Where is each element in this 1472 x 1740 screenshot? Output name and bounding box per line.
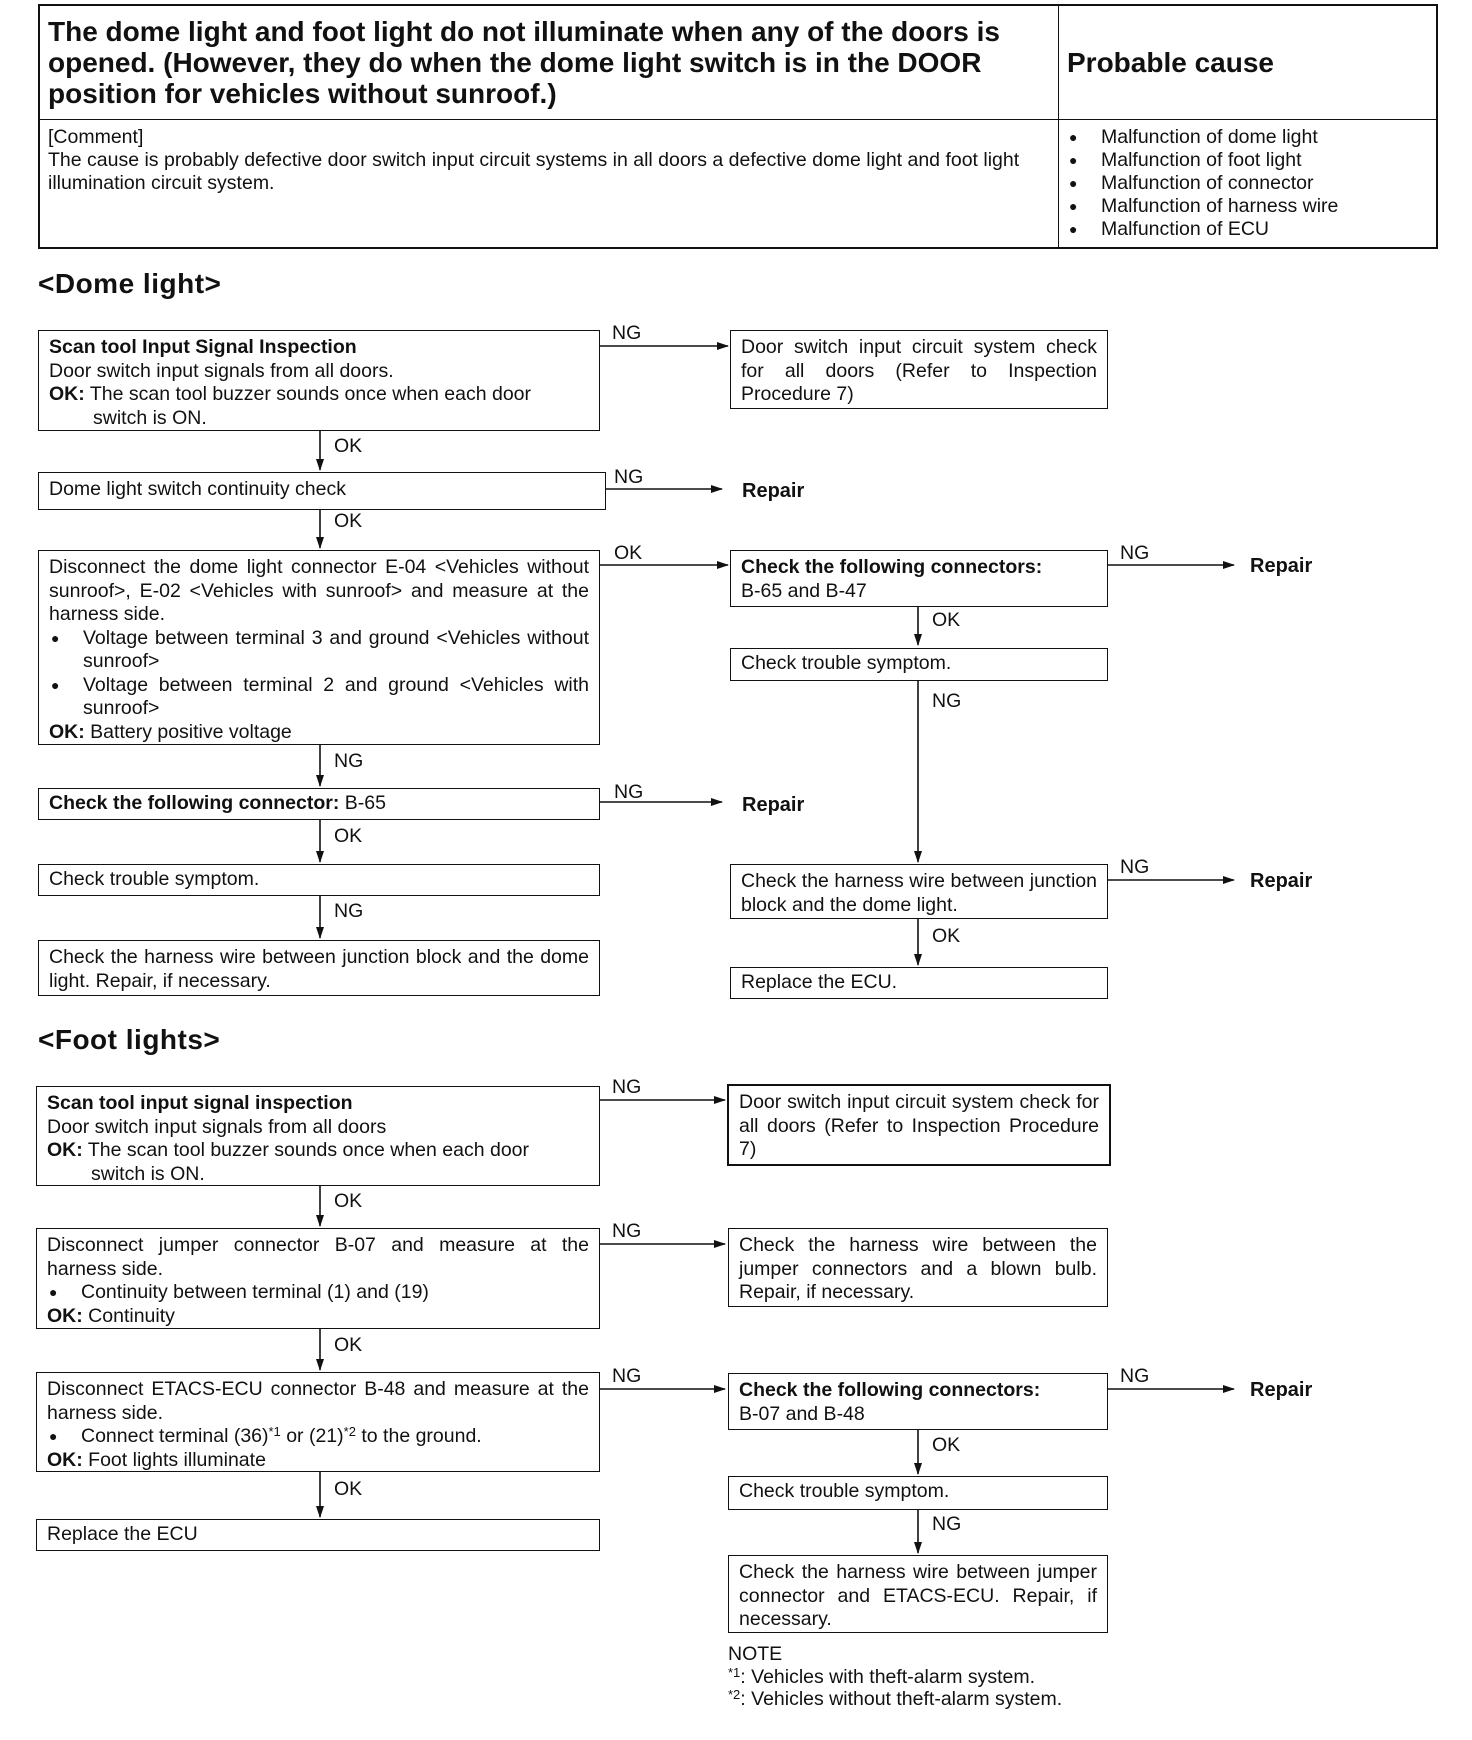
comment-label: [Comment] [48,126,144,148]
dome-scan-tool-box [38,330,600,431]
foot-jumper-text: Disconnect jumper connector B-07 and measure at the harness side. [47,1234,589,1280]
ng-label: NG [932,1513,962,1535]
dome-harness-junction-box: Check the harness wire between junction block and the dome light. Repair, if necessary. [38,940,600,996]
dome-replace-ecu-box: Replace the ECU. [730,967,1108,999]
dome-check-connectors-title: Check the following connectors: [741,556,1043,578]
ng-label: NG [612,1365,642,1387]
repair-label: Repair [742,480,805,502]
dome-check-connector-b65-box [38,788,600,820]
dome-measure-bullet-2: ● Voltage between terminal 2 and ground <Vehicles with sunroof> [49,674,589,721]
dome-check-trouble-symptom-box: Check trouble symptom. [38,864,600,896]
ok-label: OK: [47,1448,83,1471]
repair-label: Repair [1250,870,1313,892]
foot-lights-heading: <Foot lights> [38,1024,221,1055]
repair-label: Repair [742,794,805,816]
ok-label: OK [334,1334,363,1356]
foot-harness-etacs-box: Check the harness wire between jumper connector and ETACS-ECU. Repair, if necessary. [728,1555,1108,1633]
dome-check-trouble-symptom-right-box: Check trouble symptom. [730,648,1108,681]
ok-label: OK: [49,720,85,743]
ok-label: OK [334,825,363,847]
ng-label: NG [612,1220,642,1242]
foot-scan-title: Scan tool input signal inspection [47,1092,353,1114]
ok-label: OK [932,609,961,631]
ok-label: OK: [49,383,85,405]
foot-harness-bulb-box: Check the harness wire between the jumper connectors and a blown bulb. Repair, if necessary. [728,1228,1108,1307]
ok-label: OK [334,1478,363,1500]
dome-measure-bullet-1: ● Voltage between terminal 3 and ground <Vehicles without sunroof> [49,627,589,674]
note-item-2 [728,1688,1062,1711]
footnote-block [728,1643,1062,1711]
foot-check-connectors-text: B-07 and B-48 [739,1402,865,1425]
foot-jumper-connector-box [36,1228,600,1329]
dome-switch-continuity-box: Dome light switch continuity check [38,472,606,510]
note-mark-1: *1 [728,1664,741,1680]
note-text-1: : Vehicles with theft-alarm system. [740,1665,1036,1688]
dome-check-connector-title: Check the following connector: [49,792,340,814]
repair-label: Repair [1250,555,1313,577]
ng-label: NG [932,690,962,712]
foot-etacs-bullet-b: or (21) [280,1425,344,1447]
foot-etacs-ok: Foot lights illuminate [88,1448,266,1471]
dome-scan-title: Scan tool Input Signal Inspection [49,336,357,358]
note-text-2: : Vehicles without theft-alarm system. [740,1688,1063,1710]
ng-label: NG [614,781,644,803]
foot-scan-tool-box [36,1086,600,1186]
dome-door-switch-check-box: Door switch input circuit system check for all doors (Refer to Inspection Procedure 7) [730,330,1108,409]
cause-item: ● Malfunction of ECU [1067,218,1428,241]
foot-check-connectors-box [728,1373,1108,1430]
ok-label: OK [334,1190,363,1212]
repair-label: Repair [1250,1379,1313,1401]
cause-item: ● Malfunction of connector [1067,172,1428,195]
foot-etacs-bullet [47,1425,589,1449]
foot-door-switch-check-box: Door switch input circuit system check for all doors (Refer to Inspection Procedure 7) [727,1084,1111,1166]
comment-text: The cause is probably defective door switch input circuit systems in all doors a defective dome light and foot light illumination circuit system. [48,149,1020,194]
ok-label: OK: [47,1139,83,1161]
ng-label: NG [334,900,364,922]
ng-label: NG [1120,542,1150,564]
foot-etacs-ecu-box [36,1372,600,1472]
ng-label: NG [1120,1365,1150,1387]
note-mark-2: *2 [728,1687,741,1702]
footnote-ref-1: *1 [268,1424,281,1439]
foot-check-trouble-symptom-box: Check trouble symptom. [728,1476,1108,1510]
foot-etacs-bullet-c: to the ground. [355,1425,482,1447]
note-item-1 [728,1666,1062,1689]
dome-connector-measure-box [38,550,600,745]
cause-item: ● Malfunction of harness wire [1067,195,1428,218]
dome-measure-text: Disconnect the dome light connector E-04 <Vehicles without sunroof>, E-02 <Vehicles with sunroof> and measure at the harness side. [49,556,589,625]
foot-check-connectors-title: Check the following connectors: [739,1379,1041,1401]
dome-check-connector-text: B-65 [344,792,386,814]
ok-label: OK [932,925,961,947]
dome-check-connectors-box [730,550,1108,607]
cause-item: ● Malfunction of dome light [1067,126,1428,149]
ng-label: NG [1120,856,1150,878]
dome-scan-ok-cont: switch is ON. [93,406,207,429]
note-title: NOTE [728,1643,783,1665]
ng-label: NG [612,1076,642,1098]
foot-scan-ok: The scan tool buzzer sounds once when each door [87,1139,530,1161]
ok-label: OK [334,435,363,457]
foot-scan-line: Door switch input signals from all doors [47,1115,387,1138]
ok-label: OK: [47,1304,83,1327]
symptom-title: The dome light and foot light do not illuminate when any of the doors is opened. (However, they do when the dome light switch is in the DOOR position for vehicles without sunroof.) [39,5,1059,120]
dome-scan-line: Door switch input signals from all doors. [49,359,394,382]
foot-etacs-bullet-a: Connect terminal (36) [81,1425,269,1447]
dome-measure-ok: Battery positive voltage [90,720,292,743]
dome-check-connectors-text: B-65 and B-47 [741,579,867,602]
footnote-ref-2: *2 [343,1424,356,1439]
dome-harness-check-right-box: Check the harness wire between junction block and the dome light. [730,864,1108,919]
ng-label: NG [614,466,644,488]
ng-label: NG [612,322,642,344]
cause-item: ● Malfunction of foot light [1067,149,1428,172]
foot-etacs-text: Disconnect ETACS-ECU connector B-48 and measure at the harness side. [47,1378,589,1424]
ok-label: OK [334,510,363,532]
foot-replace-ecu-box: Replace the ECU [36,1519,600,1551]
dome-scan-ok: The scan tool buzzer sounds once when each door [89,383,532,405]
foot-jumper-ok: Continuity [88,1304,175,1327]
foot-scan-ok-cont: switch is ON. [91,1162,205,1185]
foot-jumper-bullet: ● Continuity between terminal (1) and (19) [47,1281,589,1305]
ok-label: OK [614,542,643,564]
dome-light-heading: <Dome light> [38,268,222,299]
ng-label: NG [334,750,364,772]
probable-cause-heading: Probable cause [1059,5,1438,120]
ok-label: OK [932,1434,961,1456]
